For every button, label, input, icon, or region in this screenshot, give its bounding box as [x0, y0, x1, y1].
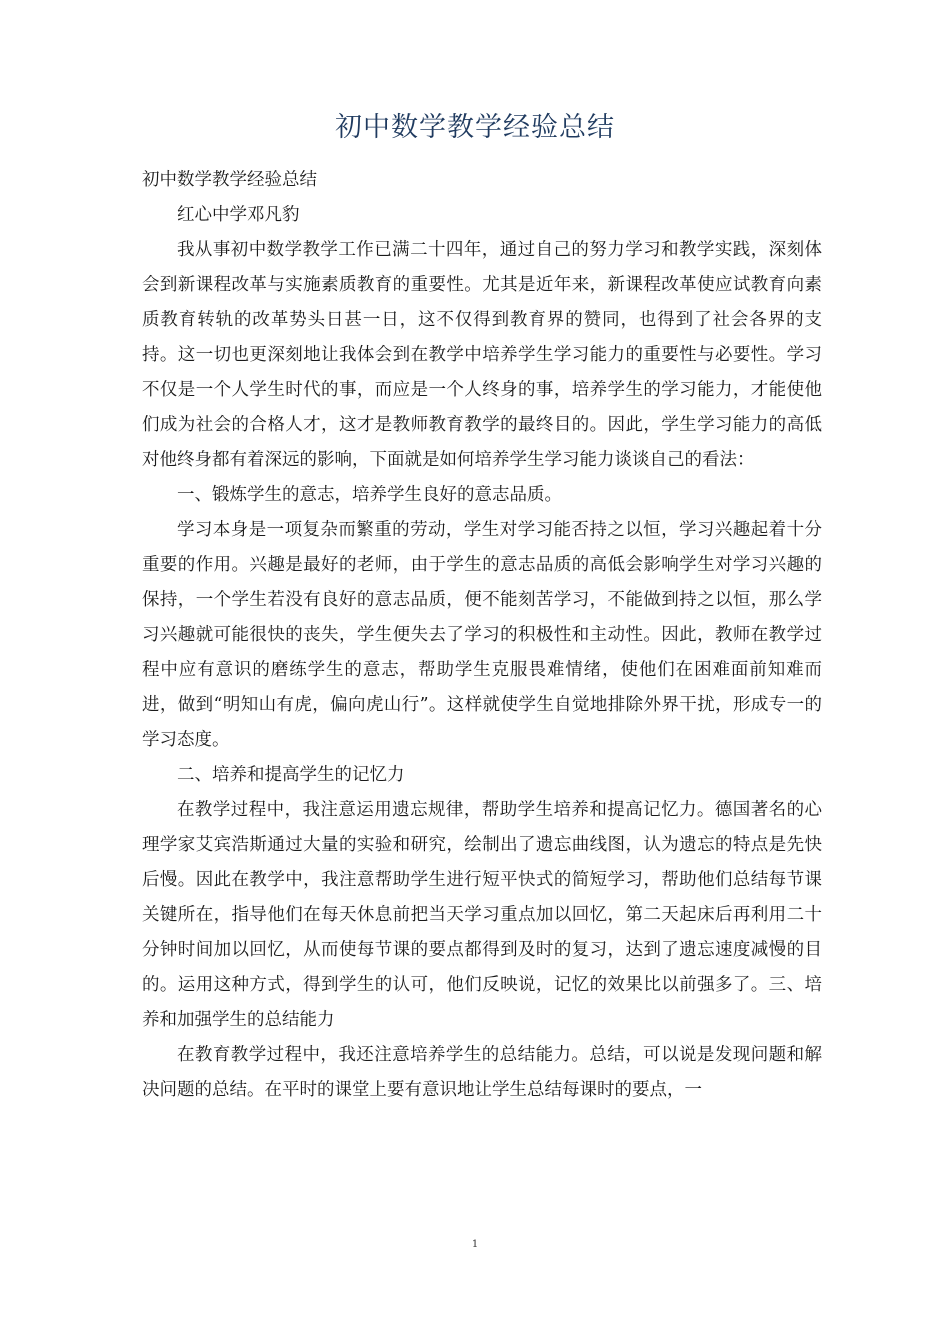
body-paragraph: 红心中学邓凡豹: [177, 205, 300, 225]
page-title: 初中数学教学经验总结: [335, 112, 615, 143]
document-body: [142, 163, 822, 1108]
body-paragraph: 初中数学教学经验总结: [142, 170, 317, 190]
body-paragraph: 在教学过程中，我注意运用遗忘规律，帮助学生培养和提高记忆力。德国著名的心理学家艾宾浩斯通过大量的实验和研究，绘制出了遗忘曲线图，认为遗忘的特点是先快后慢。因此在教学中，我注意帮助学生进行短平快式的简短学习，帮助他们总结每节课关键所在，指导他们在每天休息前把当天学习重点加以回忆，第二天起床后再利用二十分钟时间加以回忆，从而使每节课的要点都得到及时的复习，达到了遗忘速度减慢的目的。运用这种方式，得到学生的认可，他们反映说，记忆的效果比以前强多了。三、培养和加强学生的总结能力: [142, 800, 822, 1030]
body-paragraph: 一、锻炼学生的意志，培养学生良好的意志品质。: [177, 485, 562, 505]
body-paragraph: 在教育教学过程中，我还注意培养学生的总结能力。总结，可以说是发现问题和解决问题的总结。在平时的课堂上要有意识地让学生总结每课时的要点，一: [142, 1045, 822, 1100]
body-paragraph: 学习本身是一项复杂而繁重的劳动，学生对学习能否持之以恒，学习兴趣起着十分重要的作用。兴趣是最好的老师，由于学生的意志品质的高低会影响学生对学习兴趣的保持，一个学生若没有良好的意志品质，便不能刻苦学习，不能做到持之以恒，那么学习兴趣就可能很快的丧失，学生便失去了学习的积极性和主动性。因此，教师在教学过程中应有意识的磨练学生的意志，帮助学生克服畏难情绪，使他们在困难面前知难而进，做到“明知山有虎，偏向虎山行”。这样就使学生自觉地排除外界干扰，形成专一的学习态度。: [142, 520, 822, 750]
page-number: 1: [471, 1239, 479, 1250]
body-paragraph: 我从事初中数学教学工作已满二十四年，通过自己的努力学习和教学实践，深刻体会到新课程改革与实施素质教育的重要性。尤其是近年来，新课程改革使应试教育向素质教育转轨的改革势头日甚一日，这不仅得到教育界的赞同，也得到了社会各界的支持。这一切也更深刻地让我体会到在教学中培养学生学习能力的重要性与必要性。学习不仅是一个人学生时代的事，而应是一个人终身的事，培养学生的学习能力，才能使他们成为社会的合格人才，这才是教师教育教学的最终目的。因此，学生学习能力的高低对他终身都有着深远的影响，下面就是如何培养学生学习能力谈谈自己的看法：: [142, 240, 822, 470]
body-paragraph: 二、培养和提高学生的记忆力: [177, 765, 405, 785]
